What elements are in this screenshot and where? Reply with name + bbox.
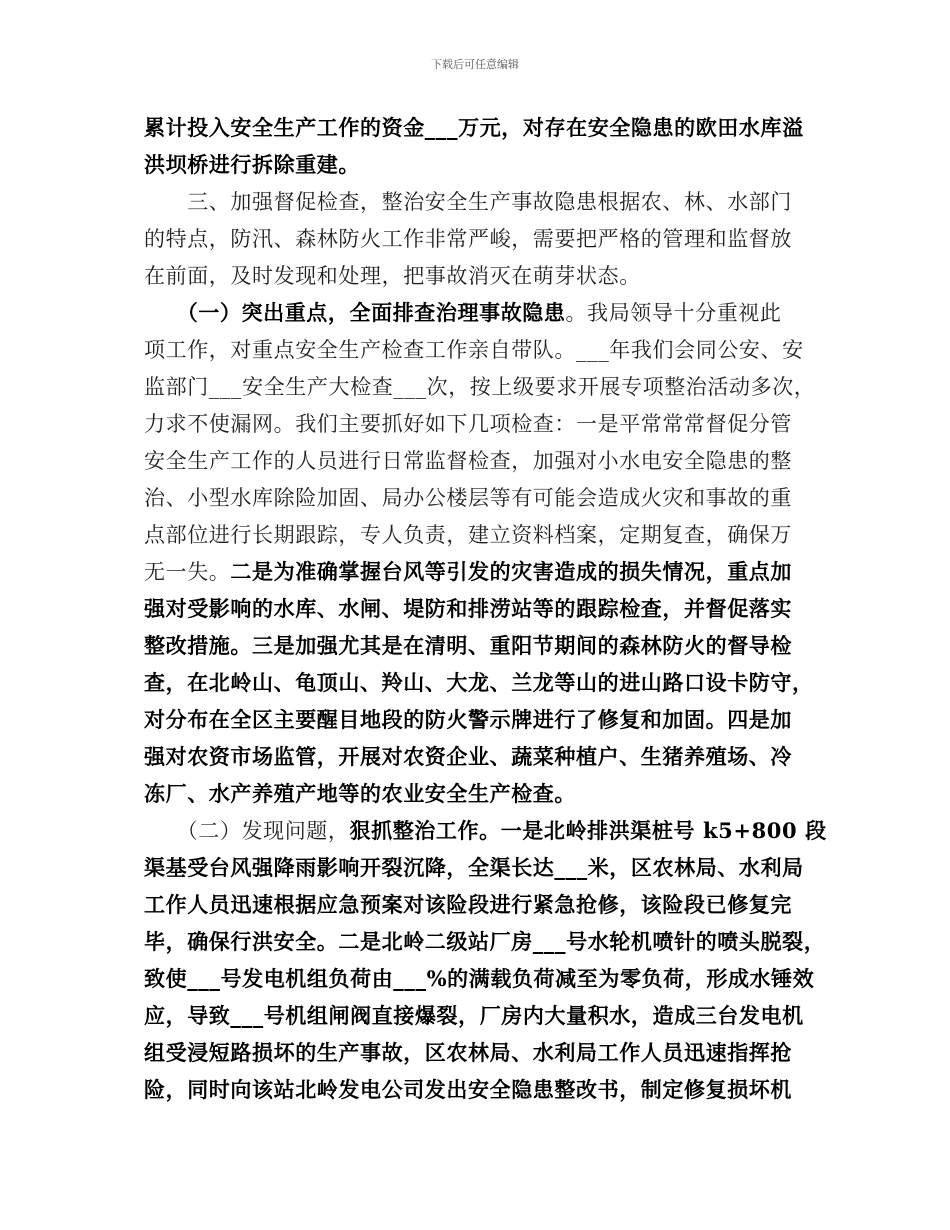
text-segment: （一）突出重点，全面排查治理事故隐患	[144, 300, 566, 325]
text-segment: 的特点，防汛、森林防火工作非常严峻，需要把严格的管理和监督放	[144, 227, 792, 251]
text-line	[144, 594, 814, 624]
text-line	[144, 187, 814, 217]
text-line	[144, 1001, 814, 1031]
text-segment: 查，在北岭山、龟顶山、羚山、大龙、兰龙等山的进山路口设卡防守，	[144, 670, 814, 695]
text-segment: 整改措施。三是加强尤其是在清明、重阳节期间的森林防火的督导检	[144, 633, 792, 658]
text-segment: 冻厂、水产养殖产地等的农业安全生产检查。	[144, 781, 576, 806]
text-segment: 治、小型水库除险加固、局办公楼层等有可能会造成火灾和事故的重	[144, 486, 792, 510]
text-segment: 毕，确保行洪安全。二是北岭二级站厂房___号水轮机喷针的喷头脱裂，	[144, 929, 826, 954]
text-segment: 。我局领导十分重视此	[565, 301, 782, 325]
text-segment: 组受浸短路损坏的生产事故，区农林局、水利局工作人员迅速指挥抢	[144, 1040, 792, 1065]
text-line	[144, 150, 814, 180]
text-line	[144, 890, 814, 920]
text-line	[144, 742, 814, 772]
text-line	[144, 483, 814, 513]
text-segment: 对分布在全区主要醒目地段的防火警示牌进行了修复和加固。四是加	[144, 707, 792, 732]
text-line	[144, 853, 814, 883]
text-line	[144, 261, 814, 291]
text-line	[144, 631, 814, 661]
text-line	[144, 520, 814, 550]
text-segment: 在前面，及时发现和处理，把事故消灭在萌芽状态。	[144, 264, 641, 288]
text-segment: 监部门___安全生产大检查___次，按上级要求开展专项整治活动多次，	[144, 375, 816, 399]
text-segment: 渠基受台风强降雨影响开裂沉降，全渠长达___米，区农林局、水利局	[144, 855, 804, 880]
text-line	[144, 1075, 814, 1105]
text-line	[144, 113, 814, 143]
text-segment: 强对农资市场监管，开展对农资企业、蔬菜种植户、生猪养殖场、冷	[144, 744, 792, 769]
text-segment: 工作人员迅速根据应急预案对该险段进行紧急抢修，该险段已修复完	[144, 892, 792, 917]
text-line	[144, 557, 814, 587]
text-segment: 累计投入安全生产工作的资金___万元，对存在安全隐患的欧田水库溢	[144, 115, 804, 140]
text-segment: 狠抓整治工作。一是北岭排洪渠桩号 k5+800 段	[349, 818, 827, 843]
text-line	[144, 1038, 814, 1068]
text-segment: 三、加强督促检查，整治安全生产事故隐患根据农、林、水部门	[144, 190, 792, 214]
text-line	[144, 779, 814, 809]
text-segment: 应，导致___号机组闸阀直接爆裂，厂房内大量积水，造成三台发电机	[144, 1003, 804, 1028]
text-line	[144, 446, 814, 476]
text-line	[144, 927, 826, 957]
text-segment: 洪坝桥进行拆除重建。	[144, 152, 360, 177]
text-line	[144, 964, 814, 994]
text-segment: 致使___号发电机组负荷由___%的满载负荷减至为零负荷，形成水锤效	[144, 966, 815, 991]
text-line	[144, 335, 814, 365]
text-segment: 强对受影响的水库、水闸、堤防和排涝站等的跟踪检查，并督促落实	[144, 596, 792, 621]
text-segment: 二是为准确掌握台风等引发的灾害造成的损失情况，重点加	[230, 559, 793, 584]
page-header: 下载后可任意编辑	[431, 58, 519, 71]
text-segment: 点部位进行长期跟踪，专人负责，建立资料档案，定期复查，确保万	[144, 523, 792, 547]
text-line	[144, 224, 814, 254]
text-segment: 安全生产工作的人员进行日常监督检查，加强对小水电安全隐患的整	[144, 449, 792, 473]
text-line	[144, 409, 814, 439]
text-line	[144, 298, 814, 328]
text-segment: 项工作，对重点安全生产检查工作亲自带队。___年我们会同公安、安	[144, 338, 804, 362]
text-line	[144, 705, 814, 735]
text-line	[144, 816, 827, 846]
text-segment: 无一失。	[144, 560, 231, 584]
text-line	[144, 372, 814, 402]
text-segment: （二）发现问题，	[144, 819, 350, 843]
text-line	[144, 668, 814, 698]
text-segment: 力求不使漏网。我们主要抓好如下几项检查：一是平常常常督促分管	[144, 412, 792, 436]
text-segment: 险，同时向该站北岭发电公司发出安全隐患整改书，制定修复损坏机	[144, 1077, 792, 1102]
